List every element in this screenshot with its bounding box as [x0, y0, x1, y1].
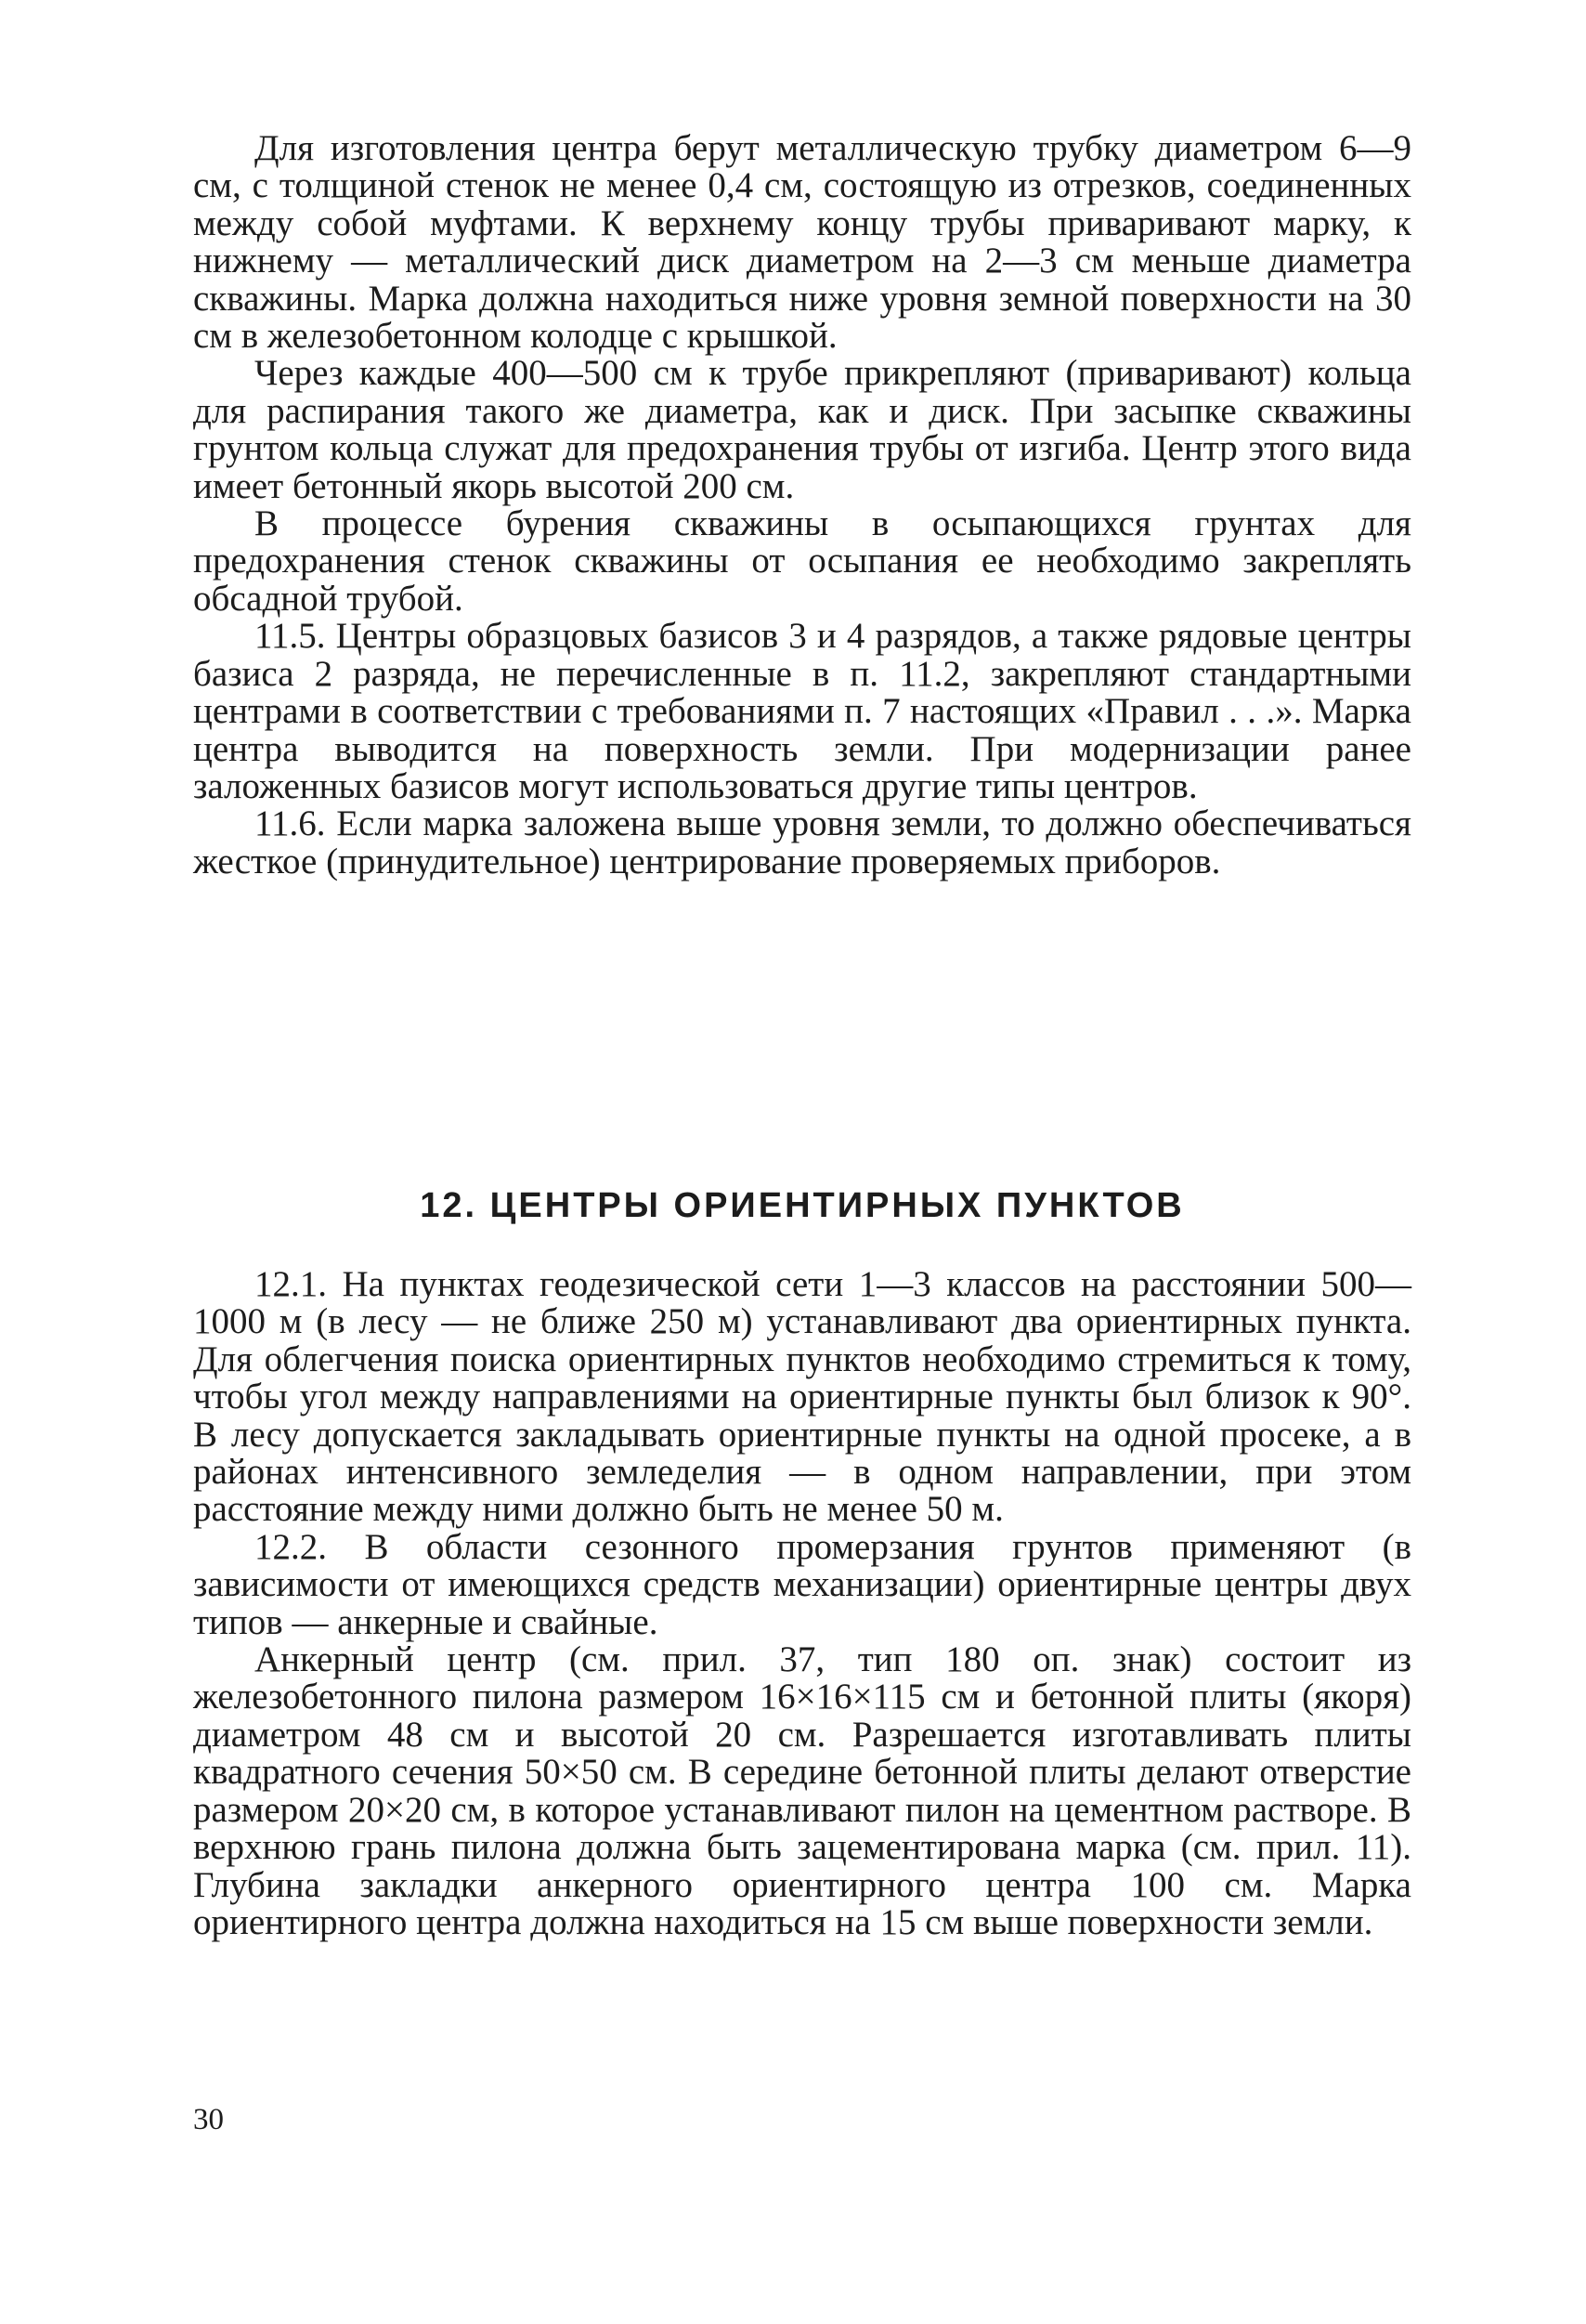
section-heading: 12. ЦЕНТРЫ ОРИЕНТИРНЫХ ПУНКТОВ — [420, 1186, 1185, 1225]
paragraph-11-6: 11.6. Если марка заложена выше уровня земли, то должно обеспечиваться жесткое (принудительное) центрирование проверяемых приборов. — [193, 803, 1411, 881]
page-number: 30 — [193, 2103, 224, 2136]
paragraph-12-1: 12.1. На пунктах геодезической сети 1—3 классов на расстоянии 500—1000 м (в лесу — не ближе 250 м) устанавливают два ориентирных пункта. Для облегчения поиска ориентирных пунктов необходимо стремиться к тому, чтобы угол между направлениями на ориентирные пункты был близок к 90°. В лесу допускается закладывать ориентирные пункты на одной просеке, а в районах интенсивного земледелия — в одном направлении, при этом расстояние между ними должно быть не менее 50 м. — [193, 1264, 1411, 1530]
paragraph-spreader-rings: Через каждые 400—500 см к трубе прикрепляют (приваривают) кольца для распирания такого же диаметра, как и диск. При засыпке скважины грунтом кольца служат для предохранения трубы от изгиба. Центр этого вида имеет бетонный якорь высотой 200 см. — [193, 353, 1411, 506]
body-text-top — [193, 130, 1411, 881]
paragraph-anchor-center: Анкерный центр (см. прил. 37, тип 180 оп. знак) состоит из железобетонного пилона размером 16×16×115 см и бетонной плиты (якоря) диаметром 48 см и высотой 20 см. Разрешается изготавливать плиты квадратного сечения 50×50 см. В середине бетонной плиты делают отверстие размером 20×20 см, в которое устанавливают пилон на цементном растворе. В верхнюю грань пилона должна быть зацементирована марка (см. прил. 11). Глубина закладки анкерного ориентирного центра 100 см. Марка ориентирного центра должна находиться на 15 см выше поверхности земли. — [193, 1639, 1411, 1942]
paragraph-casing-pipe: В процессе бурения скважины в осыпающихся грунтах для предохранения стенок скважины от осыпания ее необходимо закреплять обсадной трубой. — [193, 503, 1411, 619]
paragraph-11-5: 11.5. Центры образцовых базисов 3 и 4 разрядов, а также рядовые центры базиса 2 разряда, не перечисленные в п. 11.2, закрепляют стандартными центрами в соответствии с требованиями п. 7 настоящих «Правил . . .». Марка центра выводится на поверхность земли. При модернизации ранее заложенных базисов могут использоваться другие типы центров. — [193, 616, 1411, 806]
paragraph-12-2: 12.2. В области сезонного промерзания грунтов применяют (в зависимости от имеющихся средств механизации) ориентирные центры двух типов — анкерные и свайные. — [193, 1526, 1411, 1642]
body-text-bottom — [193, 1266, 1411, 1941]
paragraph-center-construction: Для изготовления центра берут металлическую трубку диаметром 6—9 см, с толщиной стенок не менее 0,4 см, состоящую из отрезков, соединенных между собой муфтами. К верхнему концу трубы приваривают марку, к нижнему — металлический диск диаметром на 2—3 см меньше диаметра скважины. Марка должна находиться ниже уровня земной поверхности на 30 см в железобетонном колодце с крышкой. — [193, 128, 1411, 357]
